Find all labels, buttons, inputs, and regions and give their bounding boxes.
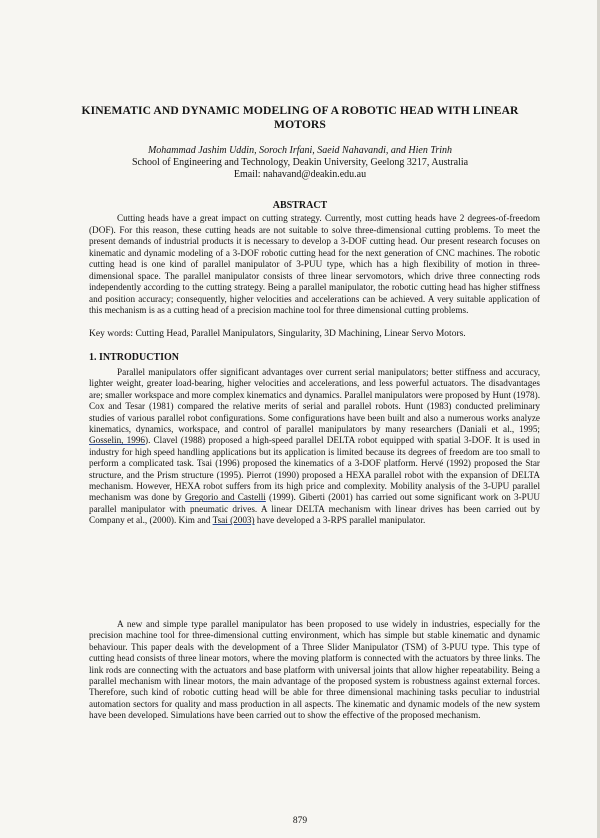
page-number: 879 <box>292 816 308 826</box>
author-affiliation: School of Engineering and Technology, Deakin University, Geelong 3217, Australia <box>131 157 469 168</box>
paragraph-text: ). Clavel (1988) proposed a high-speed parallel DELTA robot equipped with spatial 3-DOF. It is used in industry for high speed handling applications but its application is limited because its degrees of freedom are too small to perform a complicated task. Tsai (1996) proposed the kinematics of a 3-DOF platform. Hervé (1992) proposed the Star structure, and the Prism structure (1995). Pierrot (1990) proposed a HEXA parallel robot with the expansion of DELTA mechanism. However, HEXA robot suffers from its high price and complexity. Mobility analysis of the 3-UPU parallel mechanism was done by <box>89 435 540 503</box>
author-email: Email: nahavand@deakin.edu.au <box>233 169 367 180</box>
section-heading-introduction: 1. INTRODUCTION <box>89 352 180 363</box>
author-names: Mohammad Jashim Uddin, Soroch Irfani, Saeid Nahavandi, and Hien Trinh <box>147 145 453 156</box>
paragraph-text: have developed a 3-RPS parallel manipulator. <box>254 515 426 526</box>
introduction-paragraph-2: A new and simple type parallel manipulator has been proposed to use widely in industries, especially for the precision machine tool for three-dimensional cutting environment, which has simple but stable kinematic and dynamic behaviour. This paper deals with the development of a Three Slider Manipulator (TSM) of 3-PUU type. This type of cutting head consists of three linear motors, where the moving platform is connected with the actuators by three links. The link rods are connecting with the actuators and base platform with universal joints that allow higher repeatability. Being a parallel mechanism with linear motors, the main advantage of the proposed system is robustness against external forces. Therefore, such kind of robotic cutting head will be able for three dimensional machining tasks peculiar to industrial automation sectors for quality and mass production in all aspects. The kinematic and dynamic models of the new system have been developed. Simulations have been carried out to show the effective of the proposed mechanism. <box>89 619 540 721</box>
paragraph-text: Parallel manipulators offer significant advantages over current serial manipulators; better stiffness and accuracy, lighter weight, greater load-bearing, higher velocities and accelerations, and less powerful actuators. The disadvantages are; smaller workspace and more complex kinematics and dynamics. Parallel manipulators were proposed by Hunt (1978). Cox and Tesar (1981) compared the relative merits of serial and parallel robots. Hunt (1983) conducted preliminary studies of various parallel robot configurations. Some configurations have been built and also a numerous works analyze kinematics, dynamics, workspace, and control of parallel manipulators by many researchers (Daniali et al., 1995; <box>89 367 540 435</box>
abstract-heading: ABSTRACT <box>272 200 328 211</box>
keywords: Key words: Cutting Head, Parallel Manipulators, Singularity, 3D Machining, Linear Servo Motors. <box>89 329 466 339</box>
citation-link[interactable]: Gregorio and Castelli <box>184 492 266 503</box>
author-block <box>60 145 540 181</box>
paragraph-text: (1999). Giberti (2001) has carried out some significant work on 3-PUU parallel manipulator with pneumatic drives. A linear DELTA mechanism with linear drives has been carried out by Company et al., (2000). Kim and <box>89 492 540 526</box>
citation-link[interactable]: Tsai (2003) <box>212 515 255 526</box>
abstract-text: Cutting heads have a great impact on cutting strategy. Currently, most cutting heads have 2 degrees-of-freedom (DOF). For this reason, these cutting heads are not suitable to solve three-dimensional cutting problems. To meet the present demands of industrial products it is necessary to develop a 3-DOF cutting head. Our present research focuses on kinematic and dynamic modeling of a 3-DOF robotic cutting head for the next generation of CNC machines. The robotic cutting head is one kind of parallel manipulator of 3-PUU type, which has a high flexibility of motion in three-dimensional space. The parallel manipulator consists of three linear servomotors, which drive three connecting rods independently according to the cutting strategy. Being a parallel manipulator, the robotic cutting head has higher stiffness and position accuracy; consequently, higher velocities and accelerations can be achieved. A very suitable application of this mechanism is as a cutting head of a precision machine tool for three dimensional cutting problems. <box>89 213 540 315</box>
introduction-paragraph-1 <box>89 367 540 527</box>
paper-title: KINEMATIC AND DYNAMIC MODELING OF A ROBOTIC HEAD WITH LINEAR MOTORS <box>81 104 519 131</box>
citation-link[interactable]: Gosselin, 1996 <box>89 435 146 446</box>
